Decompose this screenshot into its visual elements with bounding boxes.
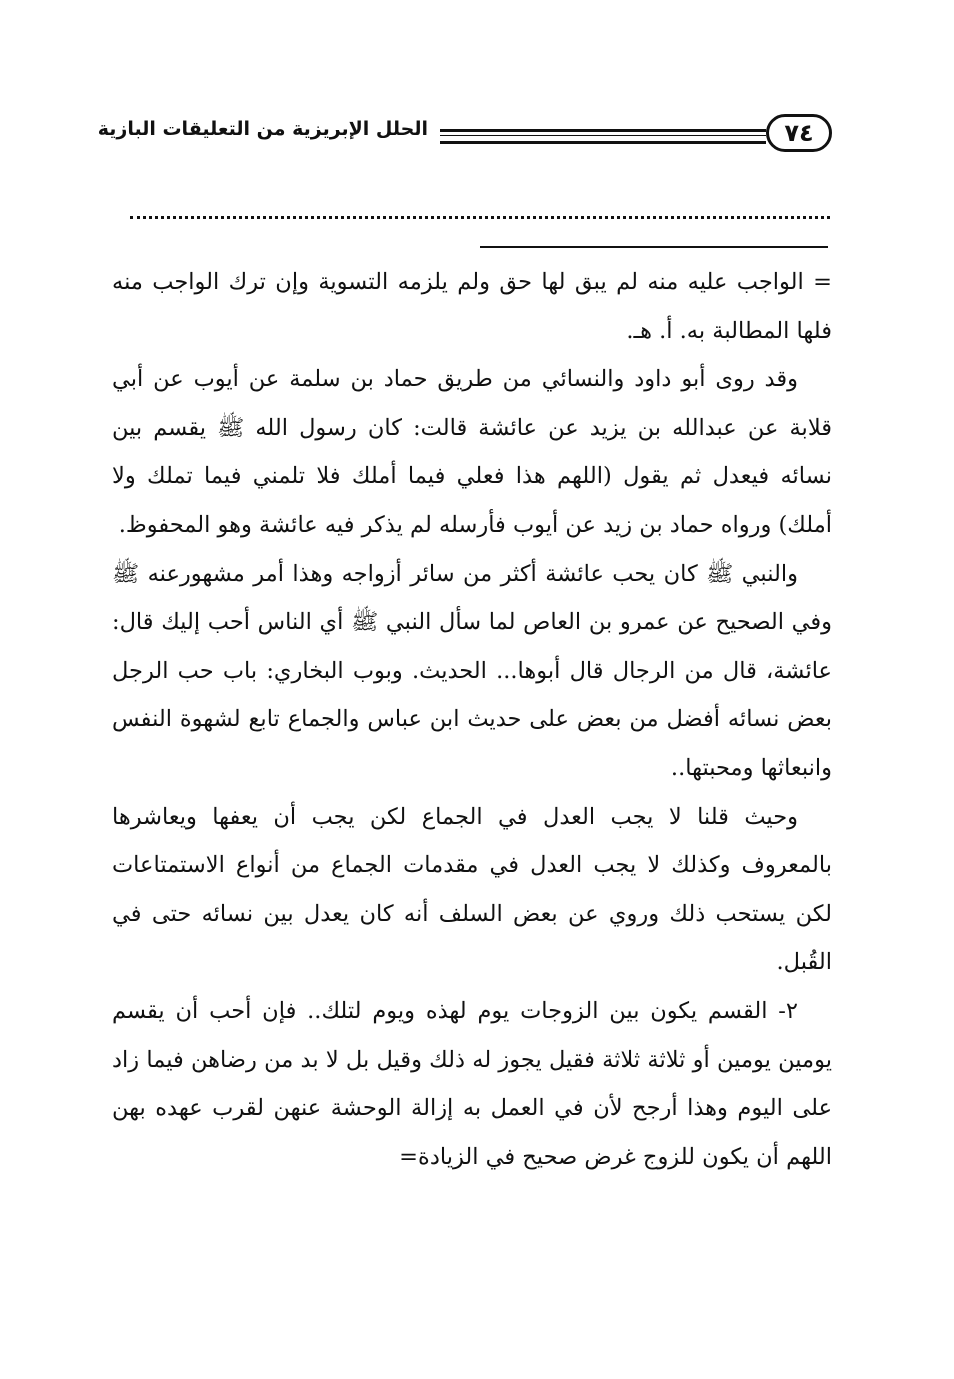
paragraph-continuation: = الواجب عليه منه لم يبق لها حق ولم يلزمه التسوية وإن ترك الواجب منه فلها المطالبة به. أ. هـ. (112, 269, 832, 344)
page-number: ٧٤ (784, 119, 814, 147)
page-number-badge (766, 114, 832, 152)
paragraph: والنبي ﷺ كان يحب عائشة أكثر من سائر أزواجه وهذا أمر مشهورعنه ﷺ وفي الصحيح عن عمرو بن العاص لما سأل النبي ﷺ أي الناس أحب إليك قال: عائشة، قال من الرجال قال أبوها... الحديث. وبوب البخاري: باب حب الرجل بعض نسائه أفضل من بعض على حديث ابن عباس والجماع تابع لشهوة النفس وانبعاثها ومحبتها.. (112, 560, 832, 781)
paragraph: ٢- القسم يكون بين الزوجات يوم لهذه ويوم لتلك.. فإن أحب أن يقسم يومين يومين أو ثلاثة ثلاثة فقيل يجوز له ذلك وقيل بل لا بد من رضاهن فيما زاد على اليوم وهذا أرجح لأن في العمل به إزالة الوحشة عنهن لقرب عهده بهن اللهم أن يكون للزوج غرض صحيح في الزيادة= (112, 997, 832, 1170)
running-title: الحلل الإبريزية من التعليقات البازية (97, 118, 428, 140)
page-header (97, 112, 832, 158)
paragraph: وقد روى أبو داود والنسائي من طريق حماد بن سلمة عن أيوب عن أبي قلابة عن عبدالله بن يزيد عن عائشة قالت: كان رسول الله ﷺ يقسم بين نسائه فيعدل ثم يقول (اللهم هذا فعلي فيما أملك فلا تلمني فيما تملك ولا أملك) ورواه حماد بن زيد عن أيوب فأرسله لم يذكر فيه عائشة وهو المحفوظ. (112, 366, 832, 538)
paragraph: وحيث قلنا لا يجب العدل في الجماع لكن يجب أن يعفها ويعاشرها بالمعروف وكذلك لا يجب العدل في مقدمات الجماع من أنواع الاستمتاعات لكن يستحب ذلك وروي عن بعض السلف أنه كان يعدل بين نسائه حتى في القُبل. (112, 803, 832, 976)
dotted-separator (130, 204, 830, 219)
body-text (112, 258, 832, 1181)
header-rule (440, 129, 766, 144)
footnote-rule (480, 246, 828, 248)
